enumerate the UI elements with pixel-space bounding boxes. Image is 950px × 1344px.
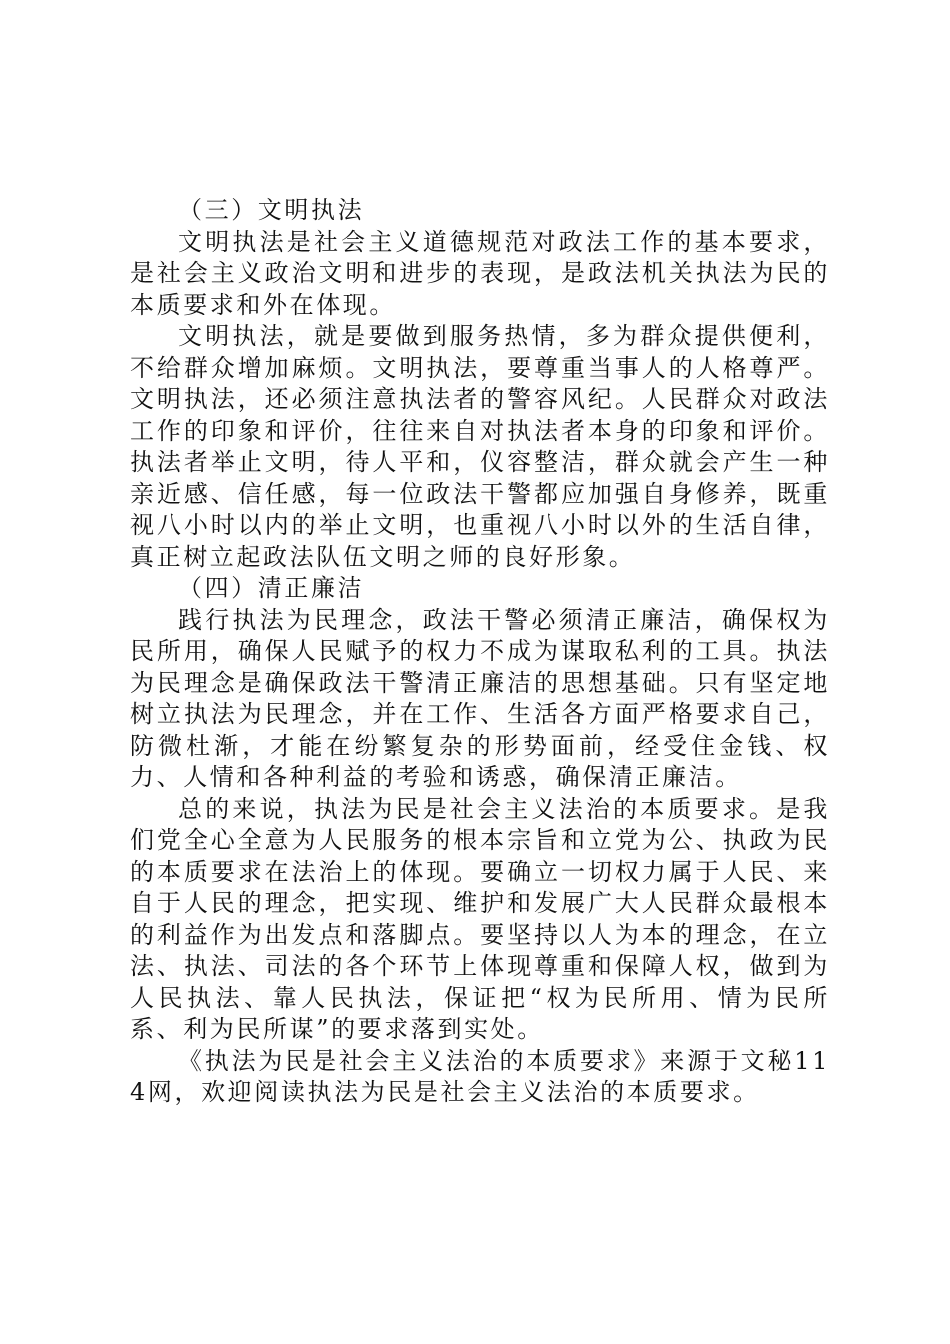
paragraph-source-note: 《执法为民是社会主义法治的本质要求》来源于文秘114网，欢迎阅读执法为民是社会主义法治的本质要求。 [130, 1046, 830, 1106]
paragraph-civil-enforcement-definition: 文明执法是社会主义道德规范对政法工作的基本要求，是社会主义政治文明和进步的表现，是政法机关执法为民的本质要求和外在体现。 [130, 227, 830, 319]
section-heading-integrity: （四）清正廉洁 [178, 574, 365, 602]
paragraph-summary: 总的来说，执法为民是社会主义法治的本质要求。是我们党全心全意为人民服务的根本宗旨和立党为公、执政为民的本质要求在法治上的体现。要确立一切权力属于人民、来自于人民的理念，把实现、维护和发展广大人民群众最根本的利益作为出发点和落脚点。要坚持以人为本的理念，在立法、执法、司法的各个环节上体现尊重和保障人权，做到为人民执法、靠人民执法，保证把“权为民所用、情为民所系、利为民所谋”的要求落到实处。 [130, 794, 830, 1043]
paragraph-civil-enforcement-details: 文明执法，就是要做到服务热情，多为群众提供便利，不给群众增加麻烦。文明执法，要尊重当事人的人格尊严。文明执法，还必须注意执法者的警容风纪。人民群众对政法工作的印象和评价，往往来自对执法者本身的印象和评价。执法者举止文明，待人平和，仪容整洁，群众就会产生一种亲近感、信任感，每一位政法干警都应加强自身修养，既重视八小时以内的举止文明，也重视八小时以外的生活自律，真正树立起政法队伍文明之师的良好形象。 [130, 322, 830, 571]
paragraph-integrity-details: 践行执法为民理念，政法干警必须清正廉洁，确保权为民所用，确保人民赋予的权力不成为谋取私利的工具。执法为民理念是确保政法干警清正廉洁的思想基础。只有坚定地树立执法为民理念，并在工作、生活各方面严格要求自己，防微杜渐，才能在纷繁复杂的形势面前，经受住金钱、权力、人情和各种利益的考验和诱惑，确保清正廉洁。 [130, 605, 830, 791]
section-heading-civil-enforcement: （三）文明执法 [178, 196, 365, 224]
document-body [130, 195, 830, 1109]
